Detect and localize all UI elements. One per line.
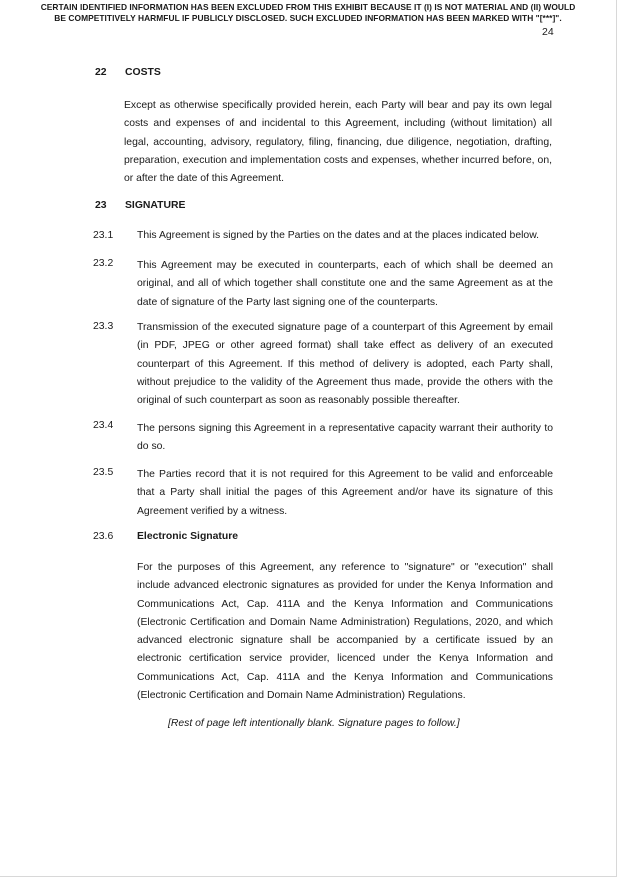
- clause-23-5-text: The Parties record that it is not required for this Agreement to be valid and enforceable that a Party shall initial the pages of this Agreement and/or have its signature of this Agreement verified by a witness.: [137, 469, 553, 517]
- clause-23-6-number: 23.6: [93, 531, 114, 542]
- clause-23-1-text: This Agreement is signed by the Parties on the dates and at the places indicated below.: [137, 230, 540, 241]
- clause-23-4-text: The persons signing this Agreement in a representative capacity warrant their authority to do so.: [137, 423, 553, 453]
- clause-23-4-number: 23.4: [93, 420, 114, 431]
- section-23-title: SIGNATURE: [125, 200, 186, 211]
- legend-line-2: BE COMPETITIVELY HARMFUL IF PUBLICLY DISCLOSED. SUCH EXCLUDED INFORMATION HAS BEEN MARKED WITH "[***]".: [54, 13, 562, 23]
- clause-23-6-text: For the purposes of this Agreement, any reference to "signature" or "execution" shall include advanced electronic signatures as provided for under the Kenya Information and Communications Act, Cap. 411A and the Kenya Information and Communications (Electronic Certification and Domain Name Administration) Regulations, 2020, and which advanced electronic signature shall be accompanied by a certificate issued by an electronic certification service provider, licenced under the Kenya Information and Communications Act, Cap. 411A and the Kenya Information and Communications (Electronic Certification and Domain Name Administration) Regulations.: [137, 562, 553, 702]
- clause-23-2-number: 23.2: [93, 258, 114, 269]
- section-22-title: COSTS: [125, 67, 161, 78]
- legend-line-1: CERTAIN IDENTIFIED INFORMATION HAS BEEN EXCLUDED FROM THIS EXHIBIT BECAUSE IT (I) IS NOT MATERIAL AND (II) WOULD: [40, 2, 576, 12]
- section-23-number: 23: [95, 200, 107, 211]
- page-number: 24: [542, 26, 554, 38]
- clause-23-3-text: Transmission of the executed signature page of a counterpart of this Agreement by email (in PDF, JPEG or other agreed format) shall take effect as delivery of an executed counterpart of this Agreement. If this method of delivery is adopted, each Party shall, without prejudice to the validity of the Agreement thus made, provide the others with the original of such counterpart as soon as reasonably possible thereafter.: [137, 322, 553, 407]
- clause-23-2-text: This Agreement may be executed in counterparts, each of which shall be deemed an original, and all of which together shall constitute one and the same Agreement as at the date of signature of the Party last signing one of the counterparts.: [137, 260, 553, 308]
- section-22-text: Except as otherwise specifically provided herein, each Party will bear and pay its own legal costs and expenses of and incidental to this Agreement, including (without limitation) all legal, accounting, advisory, regulatory, filing, financing, due diligence, negotiation, drafting, preparation, execution and implementation costs and expenses, whether incurred before, on, or after the date of this Agreement.: [124, 100, 552, 185]
- section-22-number: 22: [95, 67, 107, 78]
- clause-23-6-title: Electronic Signature: [137, 531, 239, 542]
- closing-note: [Rest of page left intentionally blank. Signature pages to follow.]: [168, 718, 460, 729]
- clause-23-1-number: 23.1: [93, 230, 114, 241]
- clause-23-3-number: 23.3: [93, 321, 114, 332]
- clause-23-5-number: 23.5: [93, 467, 114, 478]
- confidentiality-legend: [8, 2, 608, 24]
